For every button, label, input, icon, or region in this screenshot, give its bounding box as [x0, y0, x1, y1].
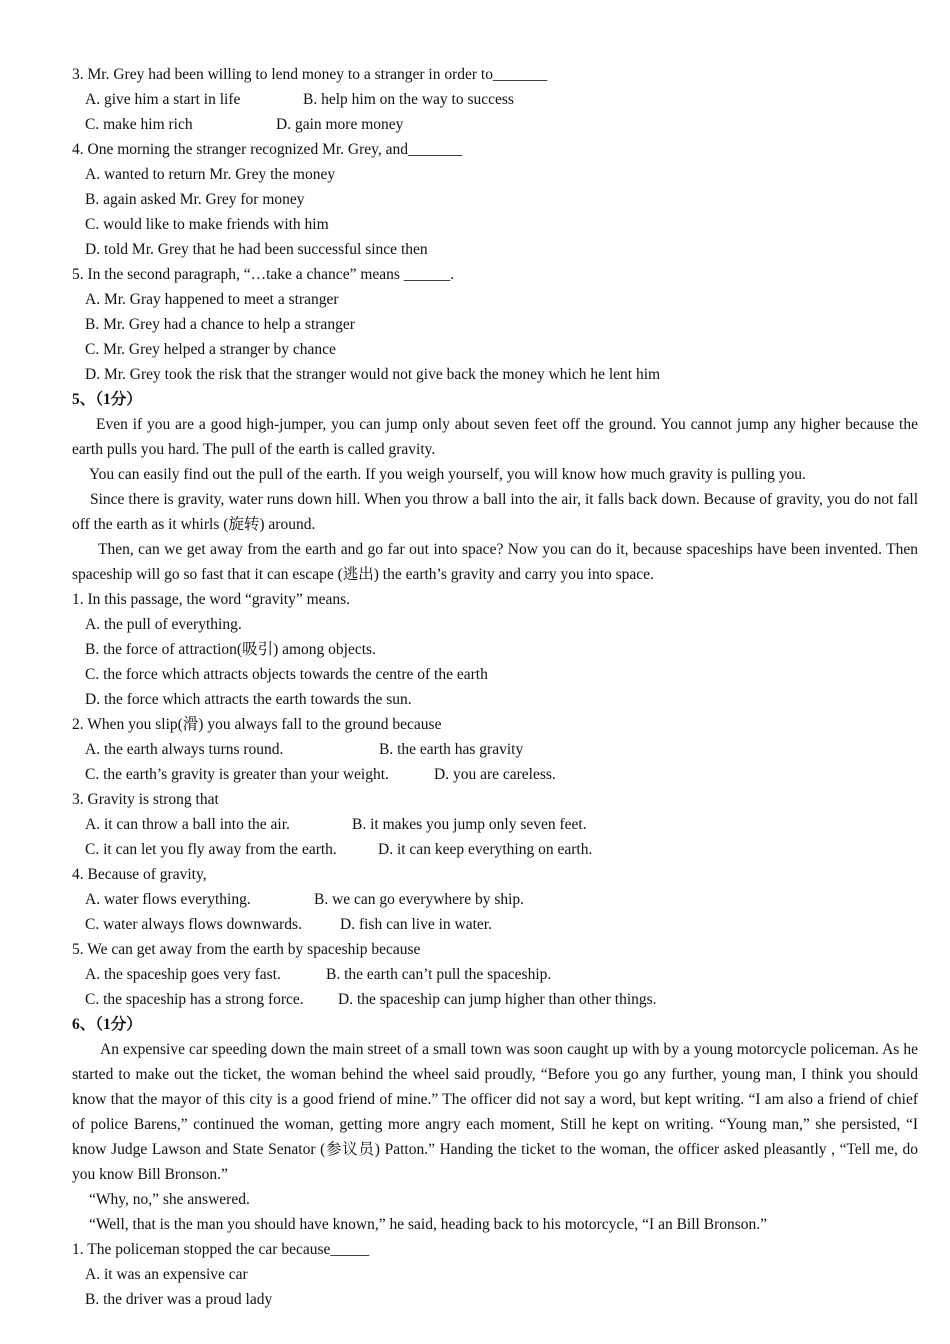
- option-b: B. again asked Mr. Grey for money: [85, 191, 305, 208]
- option-a: A. Mr. Gray happened to meet a stranger: [85, 291, 339, 308]
- section-heading: 5、（1分）: [72, 391, 142, 408]
- option-row: [72, 812, 918, 837]
- option-a: A. the pull of everything.: [85, 616, 242, 633]
- option-row: [72, 962, 918, 987]
- question-stem: 4. Because of gravity,: [72, 866, 207, 883]
- option-b: B. the force of attraction(吸引) among objects.: [85, 641, 376, 658]
- question-stem: 5. We can get away from the earth by spaceship because: [72, 941, 421, 958]
- question-stem: 1. The policeman stopped the car because_____: [72, 1241, 370, 1258]
- option-c: C. it can let you fly away from the earth.: [85, 841, 337, 858]
- passage-paragraph: Then, can we get away from the earth and go far out into space? Now you can do it, because spaceships have been invented. Then spaceship will go so fast that it can escape (逃出) the earth’s gravity and carry you into space.: [72, 541, 918, 583]
- option-a: A. it can throw a ball into the air.: [85, 816, 290, 833]
- question-stem: 4. One morning the stranger recognized Mr. Grey, and_______: [72, 141, 463, 158]
- option-d: D. the spaceship can jump higher than other things.: [338, 991, 657, 1008]
- question-stem: 5. In the second paragraph, “…take a chance” means ______.: [72, 266, 455, 283]
- passage-paragraph: An expensive car speeding down the main street of a small town was soon caught up with by a young motorcycle policeman. As he started to make out the ticket, the woman behind the wheel said proudly, “Before you go any further, young man, I think you should know that the mayor of this city is a good friend of mine.” The officer did not say a word, but kept writing. “I am also a friend of chief of police Barens,” continued the woman, getting more angry each moment, Still he kept on writing. “Young man,” she persisted, “I know Judge Lawson and State Senator (参议员) Patton.” Handing the ticket to the woman, the officer asked pleasantly , “Tell me, do you know Bill Bronson.”: [72, 1041, 918, 1183]
- option-a: A. the spaceship goes very fast.: [85, 966, 281, 983]
- option-c: C. water always flows downwards.: [85, 916, 302, 933]
- option-d: D. it can keep everything on earth.: [378, 841, 593, 858]
- option-a: A. give him a start in life: [85, 91, 241, 108]
- section-heading: 6、（1分）: [72, 1016, 142, 1033]
- passage-paragraph: “Why, no,” she answered.: [89, 1191, 250, 1208]
- option-c: C. Mr. Grey helped a stranger by chance: [85, 341, 336, 358]
- option-a: A. water flows everything.: [85, 891, 251, 908]
- option-d: D. gain more money: [276, 116, 404, 133]
- option-d: D. you are careless.: [434, 766, 556, 783]
- option-c: C. would like to make friends with him: [85, 216, 329, 233]
- passage-paragraph: You can easily find out the pull of the earth. If you weigh yourself, you will know how much gravity is pulling you.: [89, 466, 806, 483]
- passage-paragraph: Since there is gravity, water runs down hill. When you throw a ball into the air, it falls back down. Because of gravity, you do not fall off the earth as it whirls (旋转) around.: [72, 491, 918, 533]
- option-row: [72, 887, 918, 912]
- option-row: [72, 837, 918, 862]
- option-row: [72, 762, 918, 787]
- option-c: C. make him rich: [85, 116, 193, 133]
- question-stem: 3. Mr. Grey had been willing to lend money to a stranger in order to_______: [72, 66, 548, 83]
- option-c: C. the earth’s gravity is greater than your weight.: [85, 766, 389, 783]
- option-d: D. the force which attracts the earth towards the sun.: [85, 691, 412, 708]
- option-c: C. the force which attracts objects towards the centre of the earth: [85, 666, 488, 683]
- option-d: D. fish can live in water.: [340, 916, 492, 933]
- option-d: D. Mr. Grey took the risk that the stranger would not give back the money which he lent him: [85, 366, 661, 383]
- option-d: D. told Mr. Grey that he had been successful since then: [85, 241, 428, 258]
- passage-paragraph: “Well, that is the man you should have known,” he said, heading back to his motorcycle, “I an Bill Bronson.”: [89, 1216, 768, 1233]
- option-row: [72, 987, 918, 1012]
- option-b: B. Mr. Grey had a chance to help a stranger: [85, 316, 355, 333]
- passage-paragraph: Even if you are a good high-jumper, you can jump only about seven feet off the ground. You cannot jump any higher because the earth pulls you hard. The pull of the earth is called gravity.: [72, 416, 918, 458]
- option-row: [72, 112, 918, 137]
- question-stem: 2. When you slip(滑) you always fall to the ground because: [72, 716, 442, 733]
- option-a: A. the earth always turns round.: [85, 741, 284, 758]
- option-c: C. the spaceship has a strong force.: [85, 991, 304, 1008]
- option-b: B. the earth can’t pull the spaceship.: [326, 966, 552, 983]
- option-b: B. the earth has gravity: [379, 741, 524, 758]
- option-b: B. it makes you jump only seven feet.: [352, 816, 587, 833]
- question-stem: 1. In this passage, the word “gravity” means.: [72, 591, 351, 608]
- option-row: [72, 912, 918, 937]
- option-b: B. we can go everywhere by ship.: [314, 891, 525, 908]
- option-a: A. wanted to return Mr. Grey the money: [85, 166, 336, 183]
- option-b: B. help him on the way to success: [303, 91, 514, 108]
- option-row: [72, 737, 918, 762]
- option-row: [72, 87, 918, 112]
- option-b: B. the driver was a proud lady: [85, 1291, 273, 1308]
- question-stem: 3. Gravity is strong that: [72, 791, 219, 808]
- document-page: [72, 62, 918, 1312]
- option-a: A. it was an expensive car: [85, 1266, 248, 1283]
